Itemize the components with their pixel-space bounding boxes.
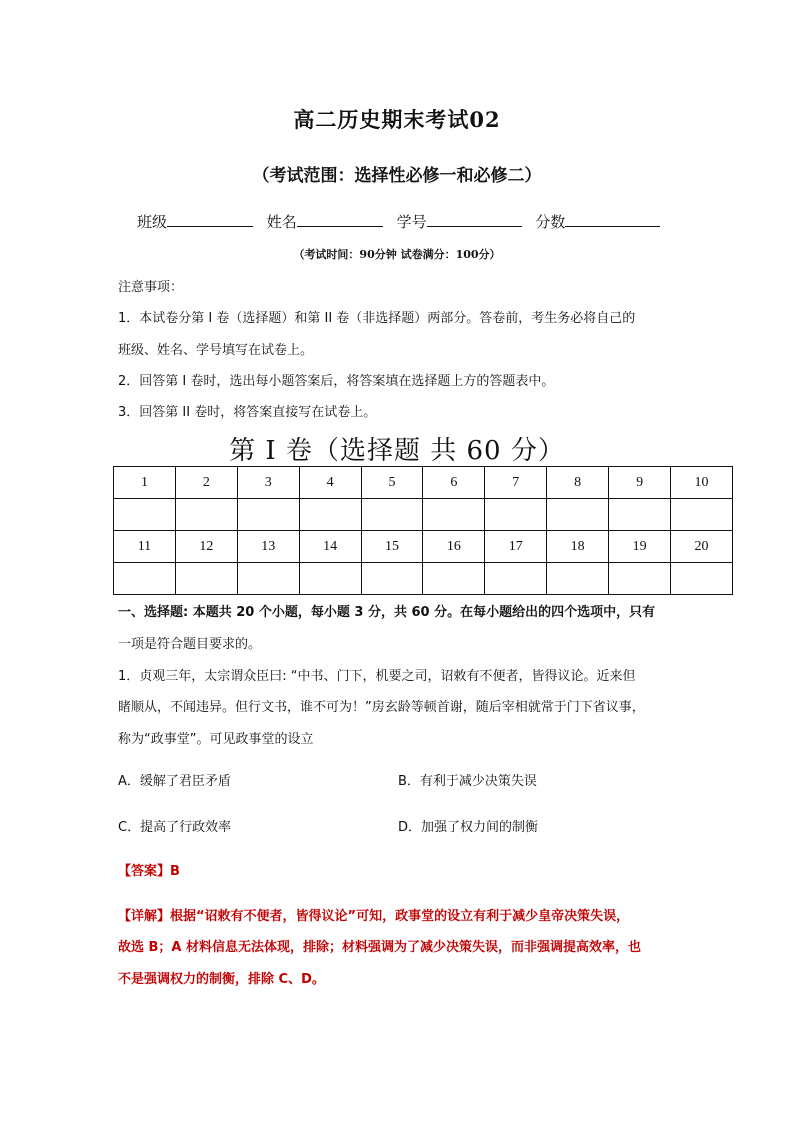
answer-table-blank-row — [114, 563, 733, 595]
answer-cell[interactable] — [423, 563, 485, 595]
score-label: 分数 — [535, 213, 566, 231]
answer-cell[interactable] — [485, 563, 547, 595]
answer-cell[interactable] — [175, 563, 237, 595]
answer-number: 14 — [299, 531, 361, 563]
exam-scope-subtitle: （考试范围：选择性必修一和必修二） — [252, 166, 542, 186]
answer-number: 10 — [671, 467, 733, 499]
answer-cell[interactable] — [299, 499, 361, 531]
answer-cell[interactable] — [609, 563, 671, 595]
option-c: C．提高了行政效率 — [118, 820, 232, 835]
answer-cell[interactable] — [114, 499, 176, 531]
notes-item-2: 2．回答第 I 卷时，选出每小题答案后，将答案填在选择题上方的答题表中。 — [118, 374, 555, 389]
option-a: A．缓解了君臣矛盾 — [118, 774, 231, 789]
answer-number: 4 — [299, 467, 361, 499]
answer-table-number-row — [114, 467, 733, 499]
answer-number: 1 — [114, 467, 176, 499]
name-label: 姓名 — [266, 213, 297, 231]
option-b: B．有利于减少决策失误 — [398, 774, 537, 789]
score-field[interactable] — [565, 212, 660, 227]
detail-line-3: 不是强调权力的制衡，排除 C、D。 — [118, 972, 325, 987]
answer-number: 15 — [361, 531, 423, 563]
answer-cell[interactable] — [485, 499, 547, 531]
page-title: 高二历史期末考试02 — [293, 107, 501, 132]
notes-item-1-line-2: 班级、姓名、学号填写在试卷上。 — [118, 343, 314, 358]
answer-cell[interactable] — [547, 563, 609, 595]
answer-cell[interactable] — [361, 499, 423, 531]
answer-table — [113, 466, 733, 595]
answer-cell[interactable] — [237, 563, 299, 595]
answer-line — [118, 860, 180, 879]
notes-heading: 注意事项： — [118, 280, 184, 295]
student-id-field[interactable] — [427, 212, 522, 227]
detail-label: 【详解】 — [118, 909, 171, 924]
answer-number: 6 — [423, 467, 485, 499]
answer-number: 17 — [485, 531, 547, 563]
detail-line-2: 故选 B；A 材料信息无法体现，排除；材料强调为了减少决策失误，而非强调提高效率，也 — [118, 940, 642, 955]
answer-cell[interactable] — [114, 563, 176, 595]
class-label: 班级 — [137, 213, 168, 231]
answer-cell[interactable] — [175, 499, 237, 531]
name-field[interactable] — [297, 212, 383, 227]
answer-number: 18 — [547, 531, 609, 563]
option-d: D．加强了权力间的制衡 — [398, 820, 539, 835]
detail-line-1 — [118, 905, 629, 924]
student-info-fields — [137, 211, 669, 232]
question-1-line-2: 睹顺从，不闻违异。但行文书，谁不可为！”房玄龄等顿首谢，随后宰相就常于门下省议事， — [118, 700, 645, 715]
answer-number: 11 — [114, 531, 176, 563]
class-field[interactable] — [167, 212, 253, 227]
instructions-line-2: 一项是符合题目要求的。 — [118, 637, 262, 652]
answer-cell[interactable] — [671, 563, 733, 595]
answer-cell[interactable] — [423, 499, 485, 531]
answer-number: 20 — [671, 531, 733, 563]
answer-number: 2 — [175, 467, 237, 499]
answer-table-blank-row — [114, 499, 733, 531]
answer-number: 13 — [237, 531, 299, 563]
notes-item-3: 3．回答第 II 卷时，将答案直接写在试卷上。 — [118, 405, 377, 420]
answer-cell[interactable] — [609, 499, 671, 531]
answer-table-number-row — [114, 531, 733, 563]
answer-number: 19 — [609, 531, 671, 563]
section-title: 第 I 卷（选择题 共 60 分） — [229, 436, 565, 466]
student-id-label: 学号 — [396, 213, 427, 231]
answer-number: 7 — [485, 467, 547, 499]
answer-cell[interactable] — [237, 499, 299, 531]
answer-number: 8 — [547, 467, 609, 499]
answer-cell[interactable] — [547, 499, 609, 531]
answer-cell[interactable] — [361, 563, 423, 595]
answer-cell[interactable] — [299, 563, 361, 595]
answer-cell[interactable] — [671, 499, 733, 531]
notes-item-1-line-1: 1．本试卷分第 I 卷（选择题）和第 II 卷（非选择题）两部分。答卷前，考生务必将自己的 — [118, 311, 636, 326]
answer-value: B — [170, 864, 180, 879]
question-1-line-1: 1．贞观三年，太宗谓众臣曰: “中书、门下，机要之司，诏敕有不便者，皆得议论。近来但 — [118, 669, 636, 684]
answer-number: 5 — [361, 467, 423, 499]
detail-text: 根据“诏敕有不便者，皆得议论”可知，政事堂的设立有利于减少皇帝决策失误， — [170, 909, 630, 924]
answer-number: 9 — [609, 467, 671, 499]
answer-number: 3 — [237, 467, 299, 499]
instructions-line-1: 一、选择题: 本题共 20 个小题，每小题 3 分，共 60 分。在每小题给出的四个选项中，只有 — [118, 605, 656, 620]
answer-number: 12 — [175, 531, 237, 563]
answer-label: 【答案】 — [118, 864, 171, 879]
exam-time-info: （考试时间：90分钟 试卷满分：100分） — [293, 248, 501, 261]
answer-number: 16 — [423, 531, 485, 563]
question-1-line-3: 称为“政事堂”。可见政事堂的设立 — [118, 732, 314, 747]
